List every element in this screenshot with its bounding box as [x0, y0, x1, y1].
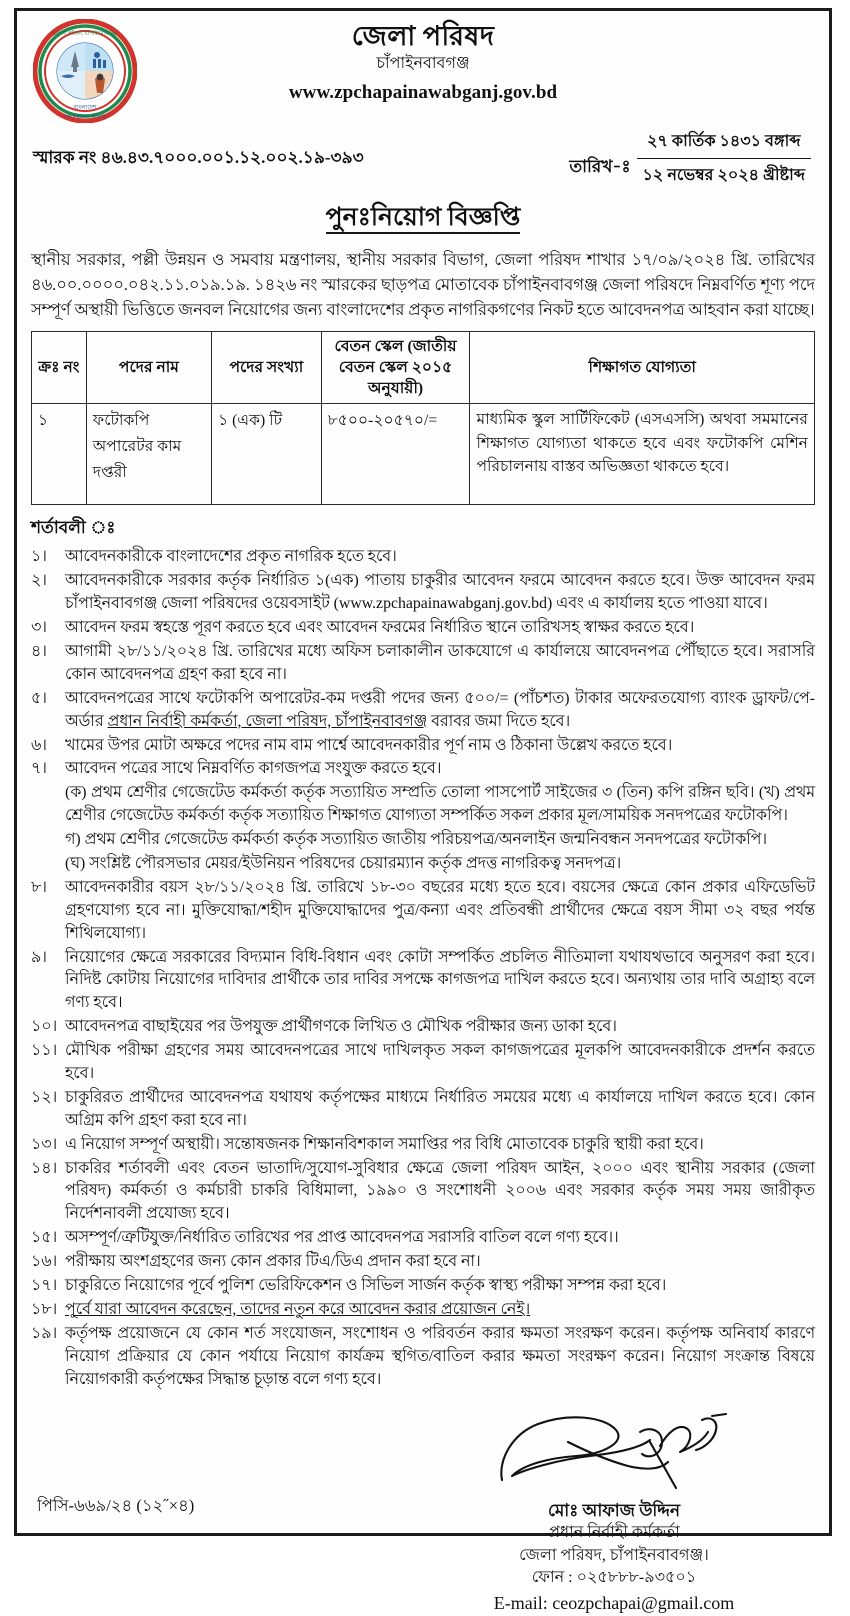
condition-number: ১১।: [31, 1042, 58, 1060]
notice-page: [14, 8, 832, 1613]
condition-item: [31, 1323, 815, 1392]
signature-area: [31, 1402, 815, 1612]
condition-text-part: আবেদন ফরম স্বহস্তে পূরণ করতে হবে এবং আবেদন ফরমের নির্ধারিত স্থানে তারিখসহ স্বাক্ষর করতে হবে।: [65, 619, 695, 637]
condition-text-part: কর্তৃপক্ষ প্রয়োজনে যে কোন শর্ত সংযোজন, সংশোধন ও পরিবর্তন করার ক্ষমতা সংরক্ষণ করেন। কর্তৃপক্ষ অনিবার্য কারণে নিয়োগ প্রক্রিয়ার যে কোন পর্যায়ে নিয়োগ কার্যক্রম স্থগিত/বাতিল করার ক্ষমতা সংরক্ষণ করেন। নিয়োগ সংক্রান্ত বিষয়ে নিয়োগকারী কর্তৃপক্ষের সিদ্ধান্ত চূড়ান্ত বলে গণ্য হবে।: [65, 1324, 815, 1388]
condition-number: ৬।: [31, 736, 47, 754]
condition-text: [65, 1134, 815, 1157]
condition-item: [31, 735, 815, 758]
condition-number: ১৫।: [31, 1229, 58, 1247]
date-bangla: ২৭ কার্তিক ১৪৩১ বঙ্গাব্দ: [647, 133, 801, 150]
condition-item: [31, 1134, 815, 1157]
condition-number: ১৪।: [31, 1159, 58, 1177]
condition-subitem: (ঘ) সংশ্লিষ্ট পৌরসভার মেয়র/ইউনিয়ন পরিষদের চেয়ারম্যান কর্তৃক প্রদত্ত নাগরিকত্ব সনদপত্র।: [65, 855, 622, 873]
condition-number: ৪।: [31, 643, 47, 660]
condition-subitem: গ) প্রথম শ্রেণীর গেজেটেড কর্মকর্তা কর্তৃক সত্যায়িত জাতীয় পরিচয়পত্র/অনলাইন জন্মনিবন্ধন সনদপত্রের ফটোকপি।: [65, 831, 768, 849]
svg-text:বাংলাদেশ: বাংলাদেশ: [73, 105, 97, 111]
cell-post-name: ফটোকপি অপারেটর কাম দপ্তরী: [86, 404, 211, 505]
condition-text: [65, 1227, 815, 1250]
condition-number: ৫।: [31, 689, 47, 707]
condition-number: ৯।: [31, 948, 47, 966]
condition-text-part: আবেদনকারীকে বাংলাদেশের প্রকৃত নাগরিক হতে হবে।: [65, 548, 397, 566]
condition-text-part: চাকরির শর্তাবলী এবং বেতন ভাতাদি/সুযোগ-সুবিধার ক্ষেত্রে জেলা পরিষদ আইন, ২০০০ এবং স্থানীয় সরকার (জেলা পরিষদ) কর্মকর্তা ও কর্মচারী চাকরি বিধিমালা, ১৯৯০ ও সংশোধনী ২০০৬ এবং সরকার কর্তৃক সময় সময় জারীকৃত নির্দেশনাবলী প্রযোজ্য হবে।: [65, 1159, 815, 1223]
condition-item: [31, 1299, 815, 1322]
condition-text: [65, 1275, 815, 1298]
condition-text: [65, 546, 815, 569]
organization-title: জেলা পরিষদ: [351, 21, 495, 51]
svg-text:জেলা পরিষদ, চাঁপাইনবাবগঞ্জ: জেলা পরিষদ, চাঁপাইনবাবগঞ্জ: [53, 31, 117, 37]
condition-text-underlined: প্রধান নির্বাহী কর্মকর্তা, জেলা পরিষদ, চাঁপাইনবাবগঞ্জ: [107, 712, 428, 730]
signatory-designation: প্রধান নির্বাহী কর্মকর্তা: [548, 1524, 680, 1542]
condition-number: ২।: [31, 572, 47, 590]
condition-text: [65, 641, 815, 687]
notice-title: [31, 197, 815, 240]
condition-text-part: অসম্পূর্ণ/ত্রুটিযুক্ত/নির্ধারিত তারিখের পর প্রাপ্ত আবেদনপত্র সরাসরি বাতিল বলে গণ্য হবে।।: [65, 1229, 619, 1247]
condition-item: [31, 1016, 815, 1039]
signatory-phone: ফোন : ০২৫৮৮৮-৯৩৫০১: [531, 1569, 697, 1587]
date-english: ১২ নভেম্বর ২০২৪ খ্রীষ্টাব্দ: [642, 167, 805, 184]
condition-item: [31, 1158, 815, 1227]
cell-serial: ১: [32, 404, 87, 505]
vacancy-table: [31, 331, 815, 505]
condition-text: [65, 758, 815, 875]
condition-text-part: আবেদনকারীকে সরকার কর্তৃক নির্ধারিত ১(এক) পাতায় চাকুরীর আবেদন ফরমে আবেদন করতে হবে। উক্ত আবেদন ফরম চাঁপাইনবাবগঞ্জ জেলা পরিষদের ওয়েবসাইট (www.zpchapainawabganj.gov.bd) এবং এ কার্যালয় হতে পাওয়া যাবে।: [65, 572, 815, 613]
organization-district: চাঁপাইনবাবগঞ্জ: [376, 54, 470, 72]
condition-text-part: বরাবর জমা দিতে হবে।: [427, 712, 571, 730]
date-stack: [637, 127, 811, 190]
condition-text-part: আগামী ২৮/১১/২০২৪ খ্রি. তারিখের মধ্যে অফিস চলাকালীন ডাকযোগে এ কার্যালয়ে আবেদনপত্র পৌঁছাতে হবে। সরাসরি কোন আবেদনপত্র গ্রহণ করা হবে না।: [65, 643, 815, 683]
condition-number: ১৮।: [31, 1300, 58, 1318]
condition-number: ১।: [31, 548, 47, 566]
condition-text-part: আবেদনকারীর বয়স ২৮/১১/২০২৪ খ্রি. তারিখে ১৮-৩০ বছরের মধ্যে হতে হবে। বয়সের ক্ষেত্রে কোন প্রকার এফিডেভিট গ্রহণযোগ্য হবে না। মুক্তিযোদ্ধা/শহীদ মুক্তিযোদ্ধাদের পুত্র/কন্যা এবং প্রতিবন্ধী প্রার্থীদের ক্ষেত্রে বয়স সীমা ৩২ বছর পর্যন্ত শিথিলযোগ্য।: [65, 878, 815, 942]
condition-item: [31, 1040, 815, 1086]
condition-text-part: মৌখিক পরীক্ষা গ্রহণের সময় আবেদনপত্রের সাথে দাখিলকৃত সকল কাগজপত্রের মূলকপি আবেদনকারীকে প্রদর্শন করতে হবে।: [65, 1042, 815, 1083]
condition-number: ৭।: [31, 760, 47, 778]
pc-code: পিসি-৬৬৯/২৪ (১২˝×৪): [37, 1495, 195, 1515]
condition-text: [65, 570, 815, 616]
condition-text: [65, 1087, 815, 1133]
condition-text-part: আবেদনপত্র বাছাইয়ের পর উপযুক্ত প্রার্থীগণকে লিখিত ও মৌখিক পরীক্ষার জন্য ডাকা হবে।: [65, 1018, 617, 1036]
condition-text: [65, 1323, 815, 1392]
cell-post-count: ১ (এক) টি: [212, 404, 322, 505]
conditions-heading: শর্তাবলী ঃ: [31, 518, 116, 538]
condition-text-part: আবেদন পত্রের সাথে নিম্নবর্ণিত কাগজপত্র সংযুক্ত করতে হবে।: [65, 760, 442, 778]
condition-text: [65, 877, 815, 946]
condition-number: ৮।: [31, 878, 47, 896]
condition-subitem: (ক) প্রথম শ্রেণীর গেজেটেড কর্মকর্তা কর্তৃক সত্যায়িত সম্প্রতি তোলা পাসপোর্ট সাইজের ৩ (তিন) কপি রঙ্গিন ছবি। (খ) প্রথম শ্রেণীর গেজেটেড কর্মকর্তা কর্তৃক সত্যায়িত শিক্ষাগত যোগ্যতা সম্পর্কিত সকল প্রকার মূল/সাময়িক সনদপত্রের ফটোকপি।: [65, 784, 815, 825]
column-header-post-name: পদের নাম: [86, 332, 211, 404]
notice-title-text: পুনঃনিয়োগ বিজ্ঞপ্তি: [326, 204, 521, 234]
column-header-pay-scale: বেতন স্কেল (জাতীয় বেতন স্কেল ২০১৫ অনুযায়ী): [321, 332, 470, 404]
condition-text-underlined: পূর্বে যারা আবেদন করেছেন, তাদের নতুন করে আবেদন করার প্রয়োজন নেই।: [65, 1300, 531, 1318]
condition-text-part: আবেদনপত্রের সাথে ফটোকপি অপারেটর-কম দপ্তরী পদের জন্য ৫০০/= (পাঁচশত) টাকার অফেরতযোগ্য ব্যাংক ড্রাফট/পে-অর্ডার: [65, 689, 815, 730]
condition-item: [31, 570, 815, 616]
condition-number: ১৯।: [31, 1324, 58, 1342]
memo-number: স্মারক নং ৪৬.৪৩.৭০০০.০০১.১২.০০২.১৯-৩৯৩: [33, 148, 364, 167]
condition-text: [65, 688, 815, 734]
column-header-serial: ক্রঃ নং: [32, 332, 87, 404]
zila-parishad-seal-icon: [33, 19, 137, 123]
condition-text: [65, 1299, 815, 1322]
condition-item: [31, 617, 815, 640]
condition-item: [31, 1087, 815, 1133]
condition-text-part: চাকুরিতে নিয়োগের পূর্বে পুলিশ ভেরিফিকেশন ও সিভিল সার্জন কর্তৃক স্বাস্থ্য পরীক্ষা সম্পন্ন করা হবে।: [65, 1277, 667, 1295]
condition-item: [31, 1227, 815, 1250]
memo-date-row: [31, 127, 815, 199]
date-label: তারিখ-ঃ: [569, 156, 631, 176]
condition-item: [31, 688, 815, 734]
condition-text: [65, 735, 815, 758]
column-header-post-count: পদের সংখ্যা: [212, 332, 322, 404]
condition-text-part: চাকুরিরত প্রার্থীদের আবেদনপত্র যথাযথ কর্তৃপক্ষের মাধ্যমে নির্ধারিত সময়ের মধ্যে এ কার্যালয়ে দাখিল করতে হবে। কোন অগ্রিম কপি গ্রহণ করা হবে না।: [65, 1088, 815, 1129]
organization-website[interactable]: www.zpchapainawabganj.gov.bd: [288, 81, 558, 103]
date-group: [569, 127, 811, 190]
table-row: [32, 404, 815, 505]
document-header: [31, 17, 815, 129]
condition-text: [65, 617, 815, 640]
condition-text: [65, 1158, 815, 1227]
condition-number: ১৬।: [31, 1253, 58, 1271]
svg-text:সেবা • উন্নয়ন • অগ্রগতি: সেবা • উন্নয়ন • অগ্রগতি: [63, 114, 107, 119]
condition-number: ৩।: [31, 619, 47, 637]
organization-block: [31, 17, 815, 104]
column-header-qualification: শিক্ষাগত যোগ্যতা: [470, 332, 815, 404]
signature-block: [449, 1402, 779, 1616]
handwritten-signature-icon: [449, 1402, 779, 1498]
condition-number: ১৩।: [31, 1135, 58, 1153]
condition-text: [65, 947, 815, 1016]
condition-item: [31, 546, 815, 569]
condition-item: [31, 947, 815, 1016]
condition-text: [65, 1016, 815, 1039]
condition-text-part: খামের উপর মোটা অক্ষরে পদের নাম বাম পার্শ্বে আবেদনকারীর পূর্ণ নাম ও ঠিকানা উল্লেখ করতে হবে।: [65, 736, 673, 754]
condition-number: ১৭।: [31, 1277, 58, 1295]
cell-qualification: মাধ্যমিক স্কুল সার্টিফিকেট (এসএসসি) অথবা সমমানের শিক্ষাগত যোগ্যতা থাকতে হবে এবং ফটোকপি মেশিন পরিচালনায় বাস্তব অভিজ্ঞতা থাকতে হবে।: [470, 404, 815, 505]
cell-pay-scale: ৮৫০০-২০৫৭০/=: [321, 404, 470, 505]
intro-paragraph: স্থানীয় সরকার, পল্লী উন্নয়ন ও সমবায় মন্ত্রণালয়, স্থানীয় সরকার বিভাগ, জেলা পরিষদ শাখার ১৭/০৯/২০২৪ খ্রি. তারিখের ৪৬.০০.০০০০.০৪২.১১.০১৯.১৯. ১৪২৬ নং স্মারকের ছাড়পত্র মোতাবেক চাঁপাইনবাবগঞ্জ জেলা পরিষদে নিম্নবর্ণিত শূণ্য পদে সম্পূর্ণ অস্থায়ী ভিত্তিতে জনবল নিয়োগের জন্য বাংলাদেশের প্রকৃত নাগরিকগণের নিকট হতে আবেদনপত্র আহবান করা যাচ্ছে।: [31, 250, 815, 319]
condition-text: [65, 1040, 815, 1086]
condition-number: ১২।: [31, 1088, 58, 1106]
condition-number: ১০।: [31, 1018, 58, 1036]
condition-item: [31, 877, 815, 946]
conditions-list: [31, 546, 815, 1391]
signatory-email[interactable]: E-mail: ceozpchapai@gmail.com: [493, 1592, 735, 1613]
condition-text-part: নিয়োগের ক্ষেত্রে সরকারের বিদ্যমান বিধি-বিধান এবং কোটা সম্পর্কিত প্রচলিত নীতিমালা যথাযথভাবে অনুসরণ করা হবে। নিদিষ্ট কোটায় নিয়োগের দাবিদার প্রার্থীকে তার দাবির সপক্ষে কাগজপত্র দাখিল করতে হবে। অন্যথায় তার দাবি অগ্রাহ্য বলে গণ্য হবে।: [65, 948, 815, 1012]
signatory-office: জেলা পরিষদ, চাঁপাইনবাবগঞ্জ।: [519, 1546, 709, 1564]
condition-item: [31, 1251, 815, 1274]
condition-item: [31, 641, 815, 687]
condition-text-part: পরীক্ষায় অংশগ্রহণের জন্য কোন প্রকার টিএ/ডিএ প্রদান করা হবে না।: [65, 1253, 481, 1271]
signatory-name: মোঃ আফাজ উদ্দিন: [547, 1500, 681, 1520]
table-header-row: [32, 332, 815, 404]
condition-text-part: এ নিয়োগ সম্পূর্ণ অস্থায়ী। সন্তোষজনক শিক্ষানবিশকাল সমাপ্তির পর বিধি মোতাবেক চাকুরি স্থায়ী করা হবে।: [65, 1135, 704, 1153]
condition-item: [31, 1275, 815, 1298]
condition-text: [65, 1251, 815, 1274]
condition-item: [31, 758, 815, 875]
